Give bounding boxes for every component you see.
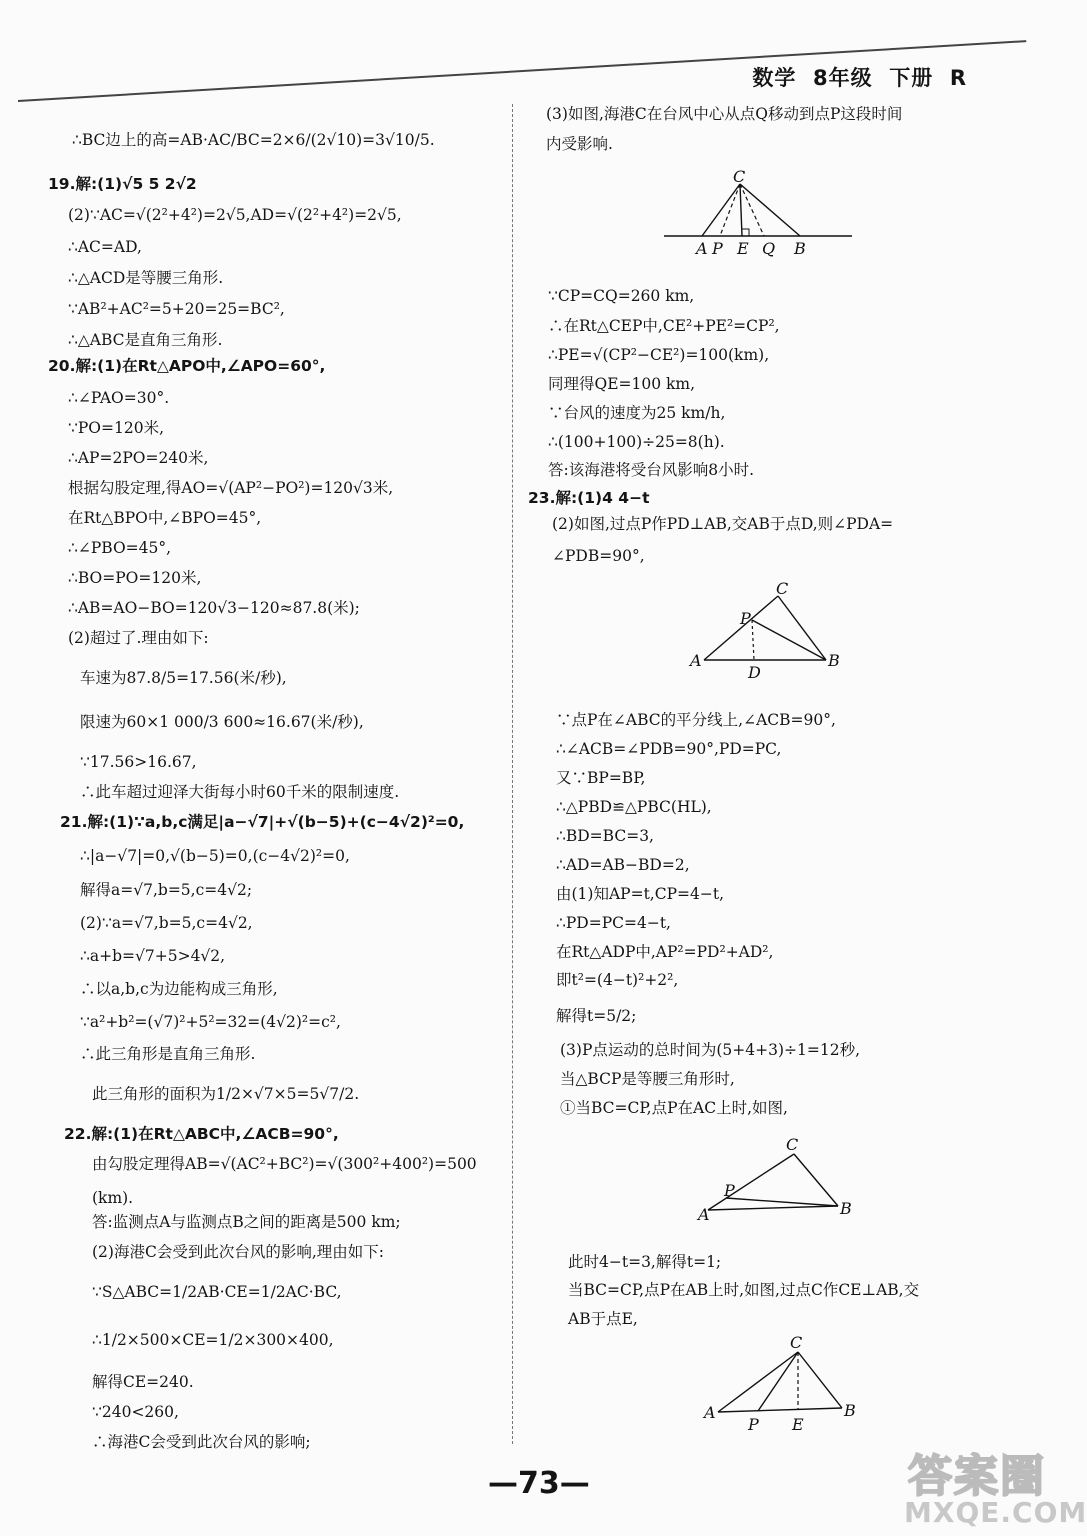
figure-typhoon [660,168,860,260]
fig1-label-b: B [794,239,806,258]
text-line: ∵点P在∠ABC的平分线上,∠ACB=90°, [556,711,836,729]
text-line: ∴△ABC是直角三角形. [68,331,223,349]
text-line: ∠PDB=90°, [552,547,645,565]
left-column [48,0,508,1460]
text-line: (2)超过了.理由如下: [68,629,209,647]
fig4-label-e: E [792,1415,804,1434]
text-line: ∴1/2×500×CE=1/2×300×400, [92,1331,334,1349]
figure-p-on-ac [694,1134,864,1224]
seg-cb [740,184,800,236]
problem-21-heading: 21.解:(1)∵a,b,c满足|a−√7|+√(b−5)+(c−4√2)²=0, [60,813,465,831]
fig2-label-p: P [740,609,751,628]
text-line: 在Rt△ADP中,AP²=PD²+AD², [556,943,774,961]
seg-pd [752,620,754,660]
text-line: ∵AB²+AC²=5+20=25=BC², [68,300,285,318]
text-line: ∵台风的速度为25 km/h, [548,404,726,422]
text-line: ∴(100+100)÷25=8(h). [548,433,725,451]
text-line: ∴△PBD≌△PBC(HL), [556,798,712,816]
fig1-label-a: A [696,239,708,258]
problem-20-heading: 20.解:(1)在Rt△APO中,∠APO=60°, [48,357,326,375]
text-line: ∴AD=AB−BD=2, [556,856,690,874]
text-line: (3)如图,海港C在台风中心从点Q移动到点P这段时间 [546,105,903,123]
seg-cb [794,1154,838,1206]
seg-pb [752,620,826,660]
seg-cp [720,184,740,236]
problem-19-heading: 19.解:(1)√5 5 2√2 [48,175,197,193]
text-line: 即t²=(4−t)²+2², [556,971,679,989]
text-line: ∴此车超过迎泽大街每小时60千米的限制速度. [80,783,400,801]
text-line: ∵PO=120米, [68,419,164,437]
fig4-label-a: A [704,1403,716,1422]
fig1-label-q: Q [762,239,776,258]
seg-ab [708,1206,838,1210]
text-line: AB于点E, [568,1310,638,1328]
watermark-logo [902,1440,1087,1532]
figure-p-on-ab [700,1330,870,1434]
text-line: 答:该海港将受台风影响8小时. [548,461,755,479]
text-line: 同理得QE=100 km, [548,375,696,393]
problem-22-heading: 22.解:(1)在Rt△ABC中,∠ACB=90°, [64,1125,339,1143]
text-line: 解得a=√7,b=5,c=4√2; [80,881,253,899]
text-line: ∴此三角形是直角三角形. [80,1045,256,1063]
text-line: ∴以a,b,c为边能构成三角形, [80,980,278,998]
seg-cq [740,184,764,236]
text-line: 解得CE=240. [92,1373,194,1391]
watermark-url: MXQE.COM [904,1496,1087,1529]
seg-ca [702,184,740,236]
text-line: ∴PD=PC=4−t, [556,914,671,932]
text-line: 答:监测点A与监测点B之间的距离是500 km; [92,1213,401,1231]
text-line: (3)P点运动的总时间为(5+4+3)÷1=12秒, [560,1041,861,1059]
text-line: (2)∵a=√7,b=5,c=4√2, [80,914,253,932]
text-line: ∴BD=BC=3, [556,827,654,845]
text-line: ∴PE=√(CP²−CE²)=100(km), [548,346,770,364]
text-line: ∴|a−√7|=0,√(b−5)=0,(c−4√2)²=0, [80,847,350,865]
fig3-label-b: B [840,1199,852,1218]
seg-pb [726,1198,838,1206]
text-line: (km). [92,1189,134,1207]
text-line: ∴AP=2PO=240米, [68,449,209,467]
page-number: —73— [488,1466,590,1501]
text-line: ∴AB=AO−BO=120√3−120≈87.8(米); [68,599,360,617]
text-line: ∴海港C会受到此次台风的影响; [92,1433,311,1451]
text-line: (2)∵AC=√(2²+4²)=2√5,AD=√(2²+4²)=2√5, [68,206,402,224]
right-angle-mark [742,229,749,236]
text-line: ∴BC边上的高=AB·AC/BC=2×6/(2√10)=3√10/5. [72,131,435,149]
text-line: ∴在Rt△CEP中,CE²+PE²=CP², [548,317,780,335]
seg-ce [740,184,742,236]
fig2-label-d: D [748,663,761,682]
text-line: 在Rt△BPO中,∠BPO=45°, [68,509,262,527]
text-line: ∵S△ABC=1/2AB·CE=1/2AC·BC, [92,1283,342,1301]
seg-cp [758,1352,798,1411]
fig2-label-a: A [690,651,702,670]
seg-cb [798,1352,842,1408]
text-line: ①当BC=CP,点P在AC上时,如图, [560,1099,788,1117]
text-line: 由勾股定理得AB=√(AC²+BC²)=√(300²+400²)=500 [92,1155,477,1173]
fig1-label-e: E [737,239,749,258]
text-line: 由(1)知AP=t,CP=4−t, [556,885,725,903]
text-line: 此时4−t=3,解得t=1; [568,1253,722,1271]
fig2-label-b: B [828,651,840,670]
text-line: ∴AC=AD, [68,238,142,256]
text-line: (2)海港C会受到此次台风的影响,理由如下: [92,1243,384,1261]
text-line: 当BC=CP,点P在AB上时,如图,过点C作CE⊥AB,交 [568,1281,920,1299]
seg-cb [778,596,826,660]
fig3-label-c: C [786,1135,799,1154]
text-line: 限速为60×1 000/3 600≈16.67(米/秒), [80,713,364,731]
seg-ac [718,1352,798,1412]
fig3-label-a: A [698,1205,710,1224]
fig4-label-p: P [748,1415,759,1434]
fig2-label-c: C [776,579,789,598]
text-line: ∵17.56>16.67, [80,753,197,771]
text-line: 解得t=5/2; [556,1007,637,1025]
fig3-label-p: P [724,1181,735,1200]
problem-23-heading: 23.解:(1)4 4−t [528,489,650,507]
seg-ab [718,1408,842,1412]
header-title: 数学 8年级 下册 R [752,66,967,90]
text-line: ∴BO=PO=120米, [68,569,202,587]
figure-pd-perpendicular [686,579,856,682]
fig4-label-c: C [790,1333,803,1352]
text-line: 此三角形的面积为1/2×√7×5=5√7/2. [92,1085,360,1103]
text-line: 根据勾股定理,得AO=√(AP²−PO²)=120√3米, [68,479,394,497]
fig1-label-c: C [733,167,746,186]
column-divider [512,104,513,1444]
watermark-text: 答案圈 [908,1451,1046,1502]
text-line: ∴∠ACB=∠PDB=90°,PD=PC, [556,740,782,758]
fig1-label-p: P [712,239,723,258]
text-line: ∴a+b=√7+5>4√2, [80,947,226,965]
text-line: ∴∠PAO=30°. [68,389,170,407]
text-line: 又∵BP=BP, [556,769,646,787]
text-line: 内受影响. [546,135,613,153]
text-line: ∵240<260, [92,1403,179,1421]
fig4-label-b: B [844,1401,856,1420]
text-line: ∵a²+b²=(√7)²+5²=32=(4√2)²=c², [80,1013,341,1031]
text-line: 当△BCP是等腰三角形时, [560,1070,735,1088]
text-line: ∵CP=CQ=260 km, [548,287,695,305]
text-line: 车速为87.8/5=17.56(米/秒), [80,669,287,687]
text-line: ∴△ACD是等腰三角形. [68,269,224,287]
text-line: (2)如图,过点P作PD⊥AB,交AB于点D,则∠PDA= [552,515,894,533]
text-line: ∴∠PBO=45°, [68,539,172,557]
